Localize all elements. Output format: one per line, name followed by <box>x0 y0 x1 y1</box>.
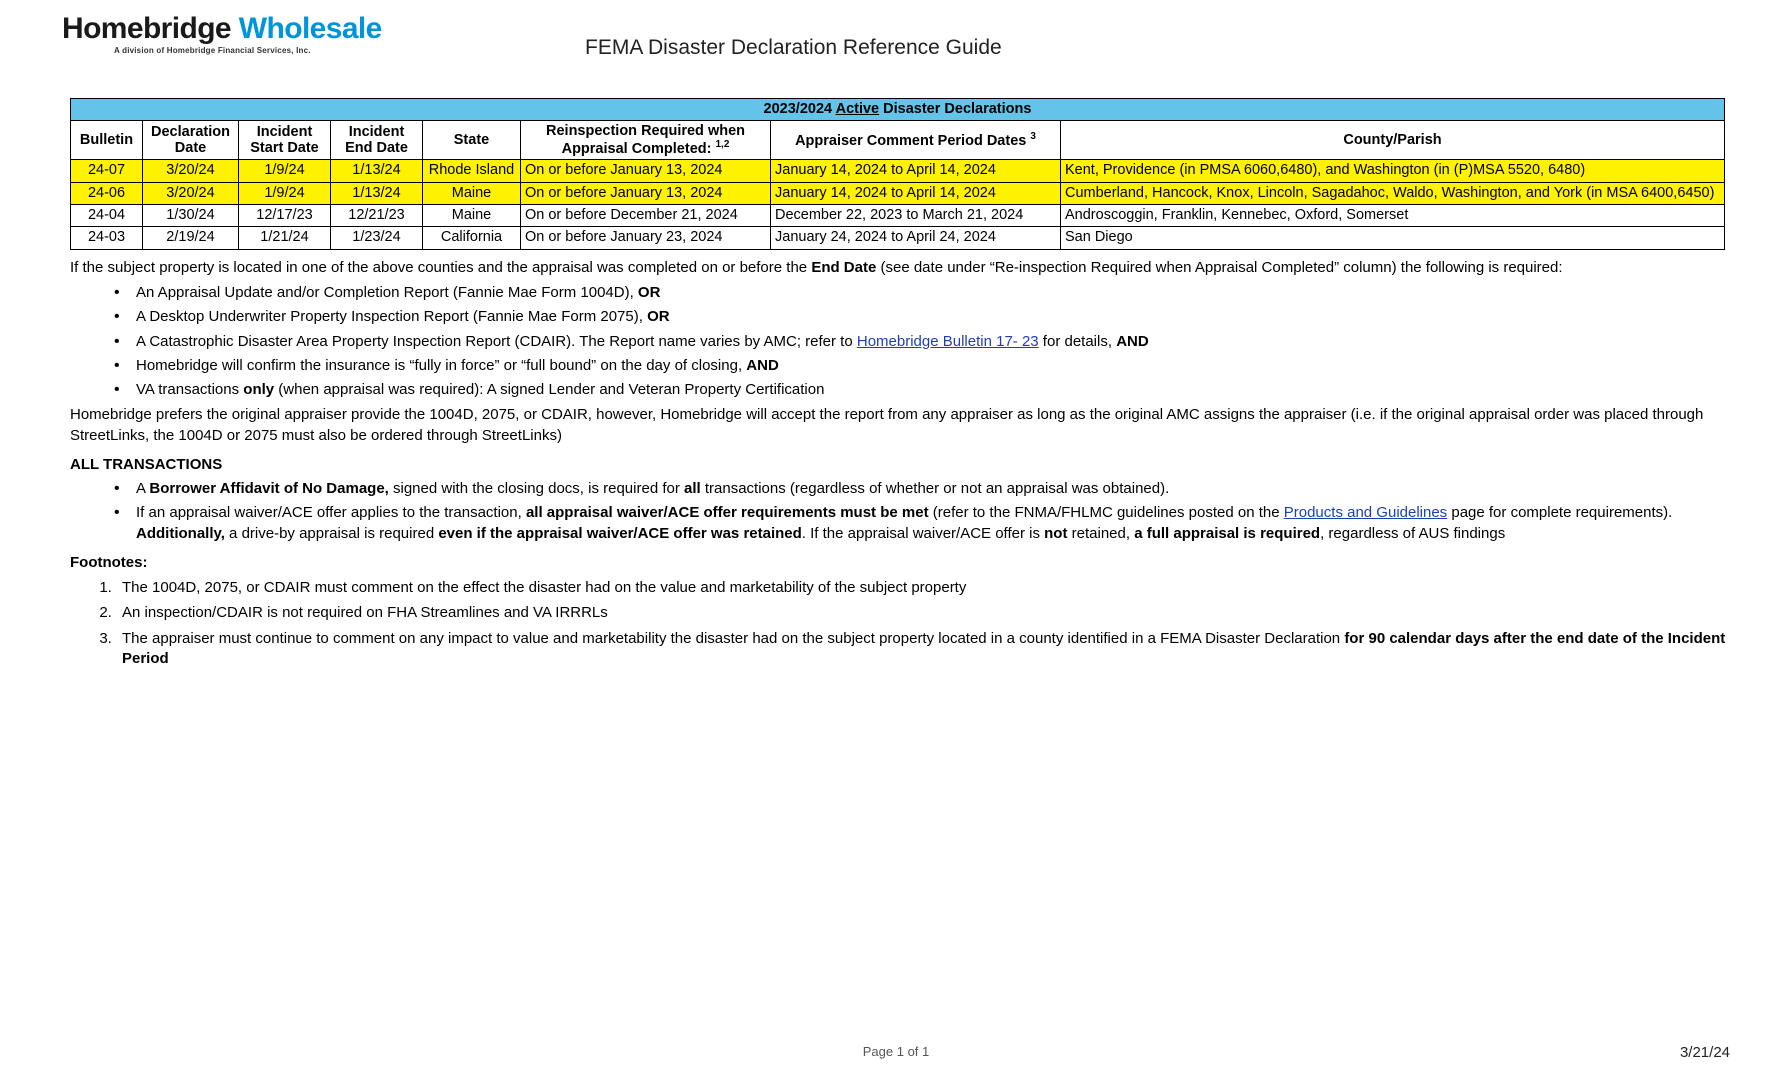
logo-wordmark <box>62 14 402 44</box>
bullet-text: VA transactions <box>136 381 244 399</box>
bullet-text: A Desktop Underwriter Property Inspection Report (Fannie Mae Form 2075), <box>136 308 648 326</box>
list-item <box>114 380 1730 400</box>
intro-text-2: (see date under “Re-inspection Required when Appraisal Completed” column) the following is required: <box>876 258 1563 276</box>
list-item <box>114 307 1730 327</box>
bullet-text-mid-4: . If the appraisal waiver/ACE offer is <box>801 524 1045 542</box>
table-banner-cell <box>71 99 1725 121</box>
bullet-text: If an appraisal waiver/ACE offer applies to the transaction, <box>136 504 526 522</box>
bullet-bold-4: not <box>1044 524 1068 542</box>
cell-state: Rhode Island <box>423 160 521 182</box>
homebridge-wholesale-logo <box>62 14 402 55</box>
column-header-state: State <box>423 121 521 160</box>
bullet-text: An Appraisal Update and/or Completion Report (Fannie Mae Form 1004D), <box>136 284 638 302</box>
cell-incident-end: 1/13/24 <box>331 182 423 204</box>
list-item <box>114 332 1730 352</box>
logo-tagline: A division of Homebridge Financial Services, Inc. <box>114 46 311 55</box>
bullet-text-mid-1: (refer to the FNMA/FHLMC guidelines posted on the <box>928 504 1284 522</box>
cell-comment-period: January 14, 2024 to April 14, 2024 <box>771 160 1061 182</box>
bullet-bold-1: Borrower Affidavit of No Damage, <box>149 480 389 498</box>
table-row <box>71 227 1725 249</box>
all-transactions-heading: ALL TRANSACTIONS <box>70 455 223 473</box>
column-header-incident-start-date: Incident Start Date <box>239 121 331 160</box>
table-banner-row <box>71 99 1725 121</box>
bullet-bold: only <box>243 381 275 399</box>
column-header-county-parish: County/Parish <box>1061 121 1725 160</box>
reinspection-footnote-marker: 1,2 <box>715 139 730 151</box>
cell-reinspection: On or before January 13, 2024 <box>521 182 771 204</box>
bullet-bold-1: all appraisal waiver/ACE offer requirements must be met <box>525 504 929 522</box>
bullet-text-post: (when appraisal was required): A signed Lender and Veteran Property Certification <box>274 381 825 399</box>
cell-comment-period: January 24, 2024 to April 24, 2024 <box>771 227 1061 249</box>
document-header <box>0 0 1792 76</box>
column-header-bulletin: Bulletin <box>71 121 143 160</box>
requirements-list <box>70 283 1730 400</box>
table-row <box>71 160 1725 182</box>
banner-text-active: Active <box>835 101 880 117</box>
logo-word-homebridge: Homebridge <box>62 12 232 45</box>
bullet-bold: OR <box>647 308 670 326</box>
cell-declaration-date: 3/20/24 <box>143 182 239 204</box>
bullet-text: A Catastrophic Disaster Area Property Inspection Report (CDAIR). The Report name varies by AMC; refer to <box>136 332 857 350</box>
cell-incident-start: 1/21/24 <box>239 227 331 249</box>
footnotes-heading-colon: : <box>142 553 148 571</box>
bullet-bold: OR <box>637 284 661 302</box>
cell-comment-period: December 22, 2023 to March 21, 2024 <box>771 205 1061 227</box>
all-transactions-list <box>70 479 1730 544</box>
bullet-bold-3: even if the appraisal waiver/ACE offer was retained <box>438 524 802 542</box>
banner-text-post: Disaster Declarations <box>879 101 1032 117</box>
footnote-bold: for 90 calendar days after the end date of the Incident Period <box>122 629 1726 667</box>
table-row <box>71 205 1725 227</box>
cell-state: California <box>423 227 521 249</box>
cell-bulletin: 24-07 <box>71 160 143 182</box>
cell-declaration-date: 2/19/24 <box>143 227 239 249</box>
table-header-row <box>71 121 1725 160</box>
intro-paragraph <box>70 258 1730 278</box>
comment-period-footnote-marker: 3 <box>1030 131 1036 143</box>
bullet-text: Homebridge will confirm the insurance is “fully in force” or “full bound” on the day of closing, <box>136 356 747 374</box>
footnotes-list <box>70 578 1730 669</box>
cell-county: Cumberland, Hancock, Knox, Lincoln, Sagadahoc, Waldo, Washington, and York (in MSA 6400,6450) <box>1061 182 1725 204</box>
products-and-guidelines-link[interactable]: Products and Guidelines <box>1283 504 1448 522</box>
document-body <box>70 258 1730 669</box>
list-item <box>114 283 1730 303</box>
footer-date: 3/21/24 <box>1679 1044 1730 1061</box>
footnote-text: The appraiser must continue to comment on any impact to value and marketability the disaster had on the subject property located in a county identified in a FEMA Disaster Declaration <box>122 629 1345 647</box>
cell-state: Maine <box>423 182 521 204</box>
bullet-text-mid: signed with the closing docs, is required for <box>388 480 684 498</box>
disaster-declarations-table <box>70 98 1725 250</box>
cell-county: San Diego <box>1061 227 1725 249</box>
cell-reinspection: On or before December 21, 2024 <box>521 205 771 227</box>
cell-reinspection: On or before January 13, 2024 <box>521 160 771 182</box>
cell-comment-period: January 14, 2024 to April 14, 2024 <box>771 182 1061 204</box>
intro-end-date-bold: End Date <box>811 258 877 276</box>
bullet-bold: AND <box>746 356 779 374</box>
cell-incident-end: 12/21/23 <box>331 205 423 227</box>
bullet-bold-2: all <box>684 480 701 498</box>
cell-county: Kent, Providence (in PMSA 6060,6480), and Washington (in (P)MSA 5520, 6480) <box>1061 160 1725 182</box>
cell-incident-end: 1/13/24 <box>331 160 423 182</box>
homebridge-bulletin-link[interactable]: Homebridge Bulletin 17- 23 <box>856 332 1039 350</box>
column-header-declaration-date: Declaration Date <box>143 121 239 160</box>
list-item <box>116 629 1730 670</box>
column-header-incident-end-date: Incident End Date <box>331 121 423 160</box>
cell-incident-start: 1/9/24 <box>239 160 331 182</box>
bullet-bold-5: a full appraisal is required <box>1134 524 1321 542</box>
list-item <box>114 356 1730 376</box>
list-item <box>114 479 1730 499</box>
footnotes-heading-text: Footnotes <box>70 553 143 571</box>
footnotes-heading <box>70 553 1730 573</box>
bullet-text-mid-3: a drive-by appraisal is required <box>224 524 439 542</box>
page-title: FEMA Disaster Declaration Reference Guide <box>585 36 1002 59</box>
bullet-bold-2: Additionally, <box>136 524 225 542</box>
cell-bulletin: 24-04 <box>71 205 143 227</box>
logo-word-wholesale: Wholesale <box>238 12 382 45</box>
bullet-text-post: transactions (regardless of whether or not an appraisal was obtained). <box>700 480 1170 498</box>
intro-text-1: If the subject property is located in one of the above counties and the appraisal was completed on or before the <box>70 258 812 276</box>
bullet-bold: AND <box>1116 332 1149 350</box>
page-number: Page 1 of 1 <box>862 1044 930 1059</box>
bullet-text-mid-5: retained, <box>1067 524 1135 542</box>
banner-text-pre: 2023/2024 <box>763 101 836 117</box>
document-footer <box>0 1044 1792 1064</box>
cell-incident-end: 1/23/24 <box>331 227 423 249</box>
cell-declaration-date: 3/20/24 <box>143 160 239 182</box>
bullet-text: A <box>136 480 150 498</box>
bullet-text-post: , regardless of AUS findings <box>1320 524 1506 542</box>
table-row <box>71 182 1725 204</box>
cell-bulletin: 24-06 <box>71 182 143 204</box>
cell-state: Maine <box>423 205 521 227</box>
disaster-declarations-table-wrap <box>70 98 1730 250</box>
column-header-reinspection: Reinspection Required when Appraisal Completed: $^{1,2}$ <box>521 121 771 160</box>
list-item <box>114 503 1730 544</box>
bullet-text-mid-2: page for complete requirements). <box>1447 504 1673 522</box>
cell-reinspection: On or before January 23, 2024 <box>521 227 771 249</box>
cell-county: Androscoggin, Franklin, Kennebec, Oxford, Somerset <box>1061 205 1725 227</box>
cell-bulletin: 24-03 <box>71 227 143 249</box>
cell-incident-start: 12/17/23 <box>239 205 331 227</box>
cell-declaration-date: 1/30/24 <box>143 205 239 227</box>
cell-incident-start: 1/9/24 <box>239 182 331 204</box>
column-header-comment-period: Appraiser Comment Period Dates $^3$ <box>771 121 1061 160</box>
appraiser-preference-paragraph: Homebridge prefers the original appraiser provide the 1004D, 2075, or CDAIR, however, Homebridge will accept the report from any appraiser as long as the original AMC assigns the appraiser (i.e. if the original appraisal order was placed through StreetLinks, the 1004D or 2075 must also be ordered through StreetLinks) <box>70 406 1704 444</box>
bullet-text-mid: for details, <box>1038 332 1117 350</box>
list-item: 2. An inspection/CDAIR is not required on FHA Streamlines and VA IRRRLs <box>116 603 1730 623</box>
list-item: 1. The 1004D, 2075, or CDAIR must comment on the effect the disaster had on the value and marketability of the subject property <box>116 578 1730 598</box>
